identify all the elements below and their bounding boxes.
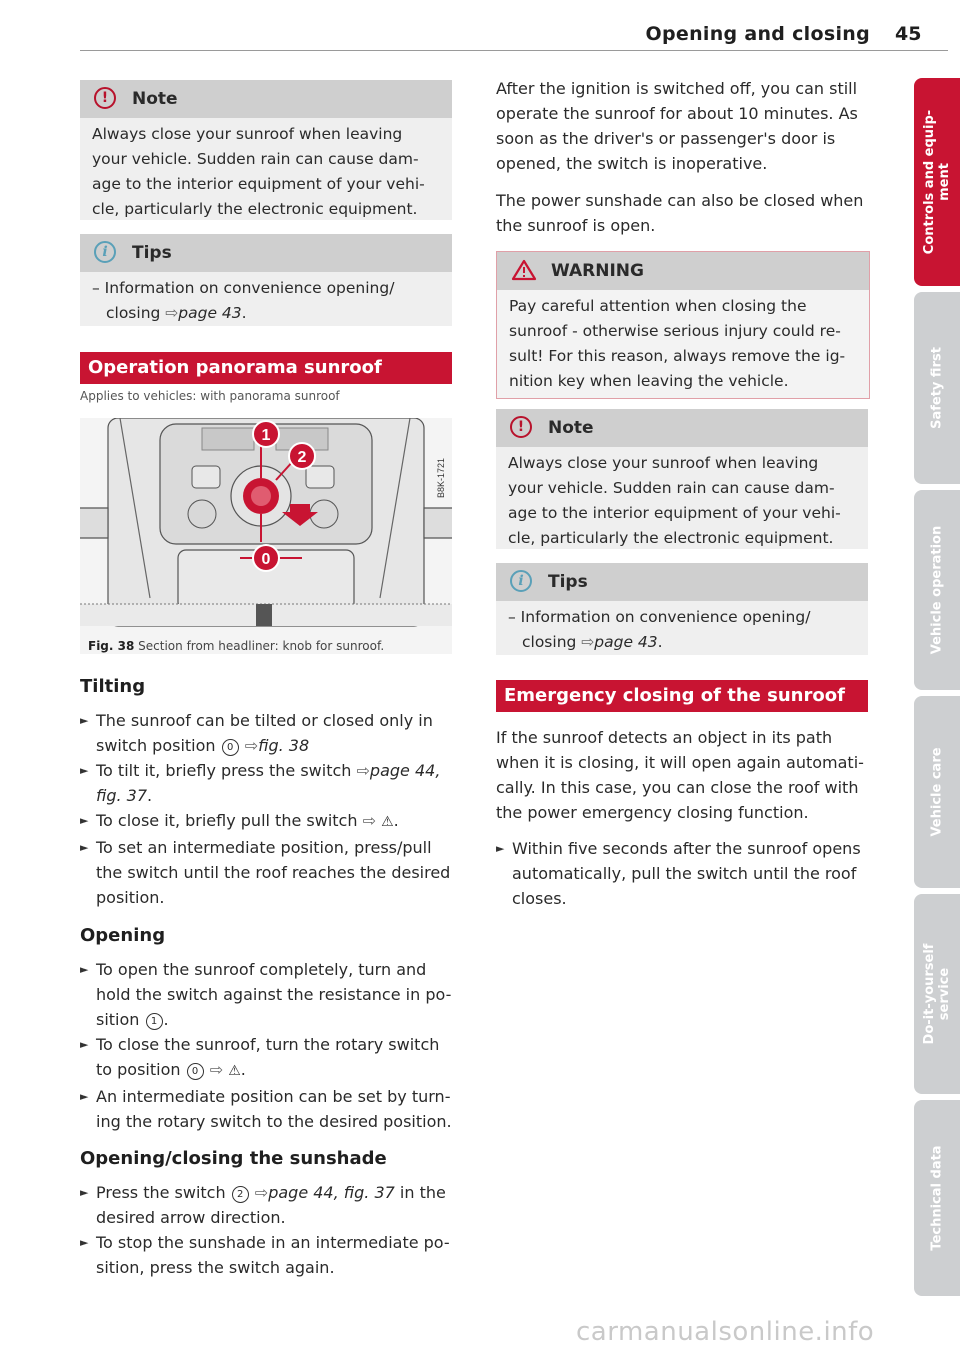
para-line: the power emergency closing function. [496, 803, 809, 822]
note-title: Note [132, 89, 178, 109]
page-ref-link[interactable]: page 44, [369, 761, 441, 780]
bullet-icon: ► [80, 1236, 89, 1249]
callout-0-label: 0 [261, 551, 271, 568]
figure-headliner-knob [80, 418, 452, 654]
side-tab-technical-data[interactable] [914, 1100, 960, 1296]
tips-title: Tips [548, 572, 588, 592]
bullet-icon: ► [80, 1186, 89, 1199]
para-line: the sunroof is open. [496, 216, 656, 235]
arrow-icon: ⇨ [254, 1183, 269, 1202]
note-header [496, 409, 868, 447]
warning-triangle-icon [511, 259, 537, 281]
note-line: Always close your sunroof when leaving [508, 454, 819, 472]
position-0-icon: 0 [222, 739, 239, 756]
side-tab-label: Vehicle operation [929, 525, 945, 655]
emergency-list [496, 836, 876, 911]
note-line: your vehicle. Sudden rain can cause dam- [92, 150, 419, 168]
list-text: sition, press the switch again. [96, 1258, 335, 1277]
warning-icon[interactable]: ⚠ [381, 814, 394, 830]
section-title-emergency: Emergency closing of the sunroof [496, 680, 868, 712]
list-text: ing the rotary switch to the desired position. [96, 1112, 452, 1131]
note-header [80, 80, 452, 118]
bullet-icon: ► [496, 842, 505, 855]
tips-box [80, 234, 452, 326]
arrow-icon: ⇨ [581, 633, 595, 651]
list-text [96, 1180, 452, 1205]
side-tab-vehicle-operation[interactable] [914, 490, 960, 690]
para-line: cally. In this case, you can close the roof with [496, 778, 859, 797]
paragraph-ignition [496, 76, 876, 176]
warning-header [497, 252, 869, 290]
tips-text: closing [522, 633, 582, 651]
side-tab-controls[interactable] [914, 78, 960, 286]
list-text: automatically, pull the switch until the roof [512, 864, 857, 883]
figure-caption [88, 634, 384, 659]
list-text: to position [96, 1060, 186, 1079]
position-2-icon: 2 [232, 1186, 249, 1203]
note-line: cle, particularly the electronic equipment. [508, 529, 834, 547]
list-text: To close the sunroof, turn the rotary switch [96, 1035, 440, 1054]
list-text: . [240, 1060, 246, 1079]
section-title-panorama: Operation panorama sunroof [80, 352, 452, 384]
list-text: To close it, briefly pull the switch [96, 811, 363, 830]
list-item [80, 1230, 452, 1280]
note-line: Always close your sunroof when leaving [92, 125, 403, 143]
list-text: closes. [512, 889, 567, 908]
list-text [96, 1057, 452, 1084]
list-text [96, 808, 452, 835]
note-title: Note [548, 418, 594, 438]
warning-icon[interactable]: ⚠ [228, 1063, 241, 1079]
fig-ref-link[interactable]: fig. 38 [258, 736, 310, 755]
bullet-icon: ► [80, 764, 89, 777]
list-text: . [163, 1010, 169, 1029]
page-ref-link[interactable]: page 44, fig. 37 [268, 1183, 395, 1202]
bullet-icon: ► [80, 1090, 89, 1103]
heading-tilting: Tilting [80, 676, 146, 697]
list-text: . [393, 811, 399, 830]
side-tab-diy-service[interactable] [914, 894, 960, 1094]
arrow-icon: ⇨ [356, 761, 370, 780]
para-line: The power sunshade can also be closed when [496, 191, 864, 210]
arrow-icon: ⇨ [362, 811, 376, 830]
list-text: position. [96, 888, 165, 907]
list-item [80, 957, 452, 1032]
list-text: To set an intermediate position, press/pull [96, 838, 432, 857]
list-item [80, 1032, 452, 1084]
note-line: age to the interior equipment of your vehi- [92, 175, 425, 193]
tips-line: – Information on convenience opening/ [92, 279, 395, 297]
tips-line: – Information on convenience opening/ [508, 608, 811, 626]
note-line: your vehicle. Sudden rain can cause dam- [508, 479, 835, 497]
warning-box [496, 251, 870, 399]
list-text: Press the switch [96, 1183, 231, 1202]
list-text: To tilt it, briefly press the switch [96, 761, 357, 780]
list-text: To open the sunroof completely, turn and [96, 960, 427, 979]
list-text [96, 783, 452, 808]
list-text [96, 758, 452, 783]
para-line: If the sunroof detects an object in its path [496, 728, 833, 747]
callout-1-label: 1 [261, 427, 271, 444]
list-text: To stop the sunshade in an intermediate po- [96, 1233, 450, 1252]
figure-caption-text: Section from headliner: knob for sunroof. [138, 639, 385, 653]
tips-box [496, 563, 868, 655]
page-ref-link[interactable]: page 43 [178, 304, 242, 322]
page-number: 45 [895, 23, 922, 45]
figure-code: B8K-1721 [436, 457, 446, 498]
opening-list [80, 957, 452, 1134]
header-title: Opening and closing [645, 23, 870, 45]
list-text: . [147, 786, 153, 805]
heading-opening: Opening [80, 925, 166, 946]
bullet-icon: ► [80, 1038, 89, 1051]
list-text [96, 1007, 452, 1032]
tips-text: . [657, 633, 663, 651]
note-box [496, 409, 868, 549]
tips-title: Tips [132, 243, 172, 263]
warning-line: sunroof - otherwise serious injury could re- [509, 322, 841, 340]
fig-ref-link[interactable]: fig. 37 [96, 786, 148, 805]
applies-to: Applies to vehicles: with panorama sunroof [80, 389, 340, 403]
arrow-icon: ⇨ [209, 1060, 224, 1079]
note-icon: ! [510, 416, 532, 438]
warning-line: nition key when leaving the vehicle. [509, 372, 789, 390]
tips-header [496, 563, 868, 601]
tilting-list [80, 708, 452, 910]
side-tab-label: Do-it-yourself service [922, 943, 952, 1045]
callout-2-label: 2 [297, 449, 307, 466]
note-line: cle, particularly the electronic equipment. [92, 200, 418, 218]
bullet-icon: ► [80, 714, 89, 727]
tips-text: closing [106, 304, 166, 322]
side-tab-safety[interactable] [914, 292, 960, 484]
bullet-icon: ► [80, 841, 89, 854]
info-icon: i [510, 570, 532, 592]
tips-line-2 [92, 301, 440, 326]
figure-caption-label: Fig. 38 [88, 639, 135, 653]
heading-sunshade: Opening/closing the sunshade [80, 1148, 387, 1169]
list-item [80, 1180, 452, 1230]
warning-line: Pay careful attention when closing the [509, 297, 807, 315]
side-tab-label: Controls and equip- ment [922, 109, 952, 255]
sunshade-list [80, 1180, 452, 1280]
position-1-icon: 1 [146, 1013, 163, 1030]
arrow-icon: ⇨ [165, 304, 179, 322]
side-tab-label: Safety first [929, 347, 945, 429]
note-icon: ! [94, 87, 116, 109]
tips-line-2 [508, 630, 856, 655]
list-text: An intermediate position can be set by turn- [96, 1087, 451, 1106]
header-rule [80, 50, 948, 51]
info-icon: i [94, 241, 116, 263]
para-line: soon as the driver's or passenger's door is [496, 129, 836, 148]
para-line: when it is closing, it will open again automati- [496, 753, 864, 772]
side-tab-vehicle-care[interactable] [914, 696, 960, 888]
note-line: age to the interior equipment of your vehi- [508, 504, 841, 522]
paragraph-sunshade [496, 188, 876, 238]
list-text: switch position [96, 736, 221, 755]
list-text: The sunroof can be tilted or closed only in [96, 711, 433, 730]
list-item [80, 808, 452, 835]
bullet-icon: ► [80, 814, 89, 827]
list-item [80, 708, 452, 758]
list-text: hold the switch against the resistance in po- [96, 985, 452, 1004]
side-tab-label: Technical data [929, 1145, 945, 1251]
position-0-icon: 0 [187, 1063, 204, 1080]
tips-header [80, 234, 452, 272]
paragraph-emergency [496, 725, 876, 825]
warning-title: WARNING [551, 261, 644, 281]
para-line: operate the sunroof for about 10 minutes. As [496, 104, 858, 123]
list-text [96, 733, 452, 758]
list-item [80, 835, 452, 910]
note-box [80, 80, 452, 220]
list-item [80, 758, 452, 808]
list-item [80, 1084, 452, 1134]
list-text: the switch until the roof reaches the desired [96, 863, 451, 882]
tips-text: . [241, 304, 247, 322]
para-line: After the ignition is switched off, you can still [496, 79, 858, 98]
side-tab-label: Vehicle care [929, 747, 945, 837]
list-item [496, 836, 876, 911]
headliner-illustration [80, 418, 452, 654]
arrow-icon: ⇨ [244, 736, 259, 755]
para-line: opened, the switch is inoperative. [496, 154, 768, 173]
page-ref-link[interactable]: page 43 [594, 633, 658, 651]
list-text: sition [96, 1010, 145, 1029]
list-text: Within five seconds after the sunroof opens [512, 839, 861, 858]
watermark: carmanualsonline.info [576, 1317, 875, 1347]
warning-line: sult! For this reason, always remove the ig- [509, 347, 846, 365]
list-text: desired arrow direction. [96, 1208, 286, 1227]
list-text: in the [394, 1183, 446, 1202]
bullet-icon: ► [80, 963, 89, 976]
